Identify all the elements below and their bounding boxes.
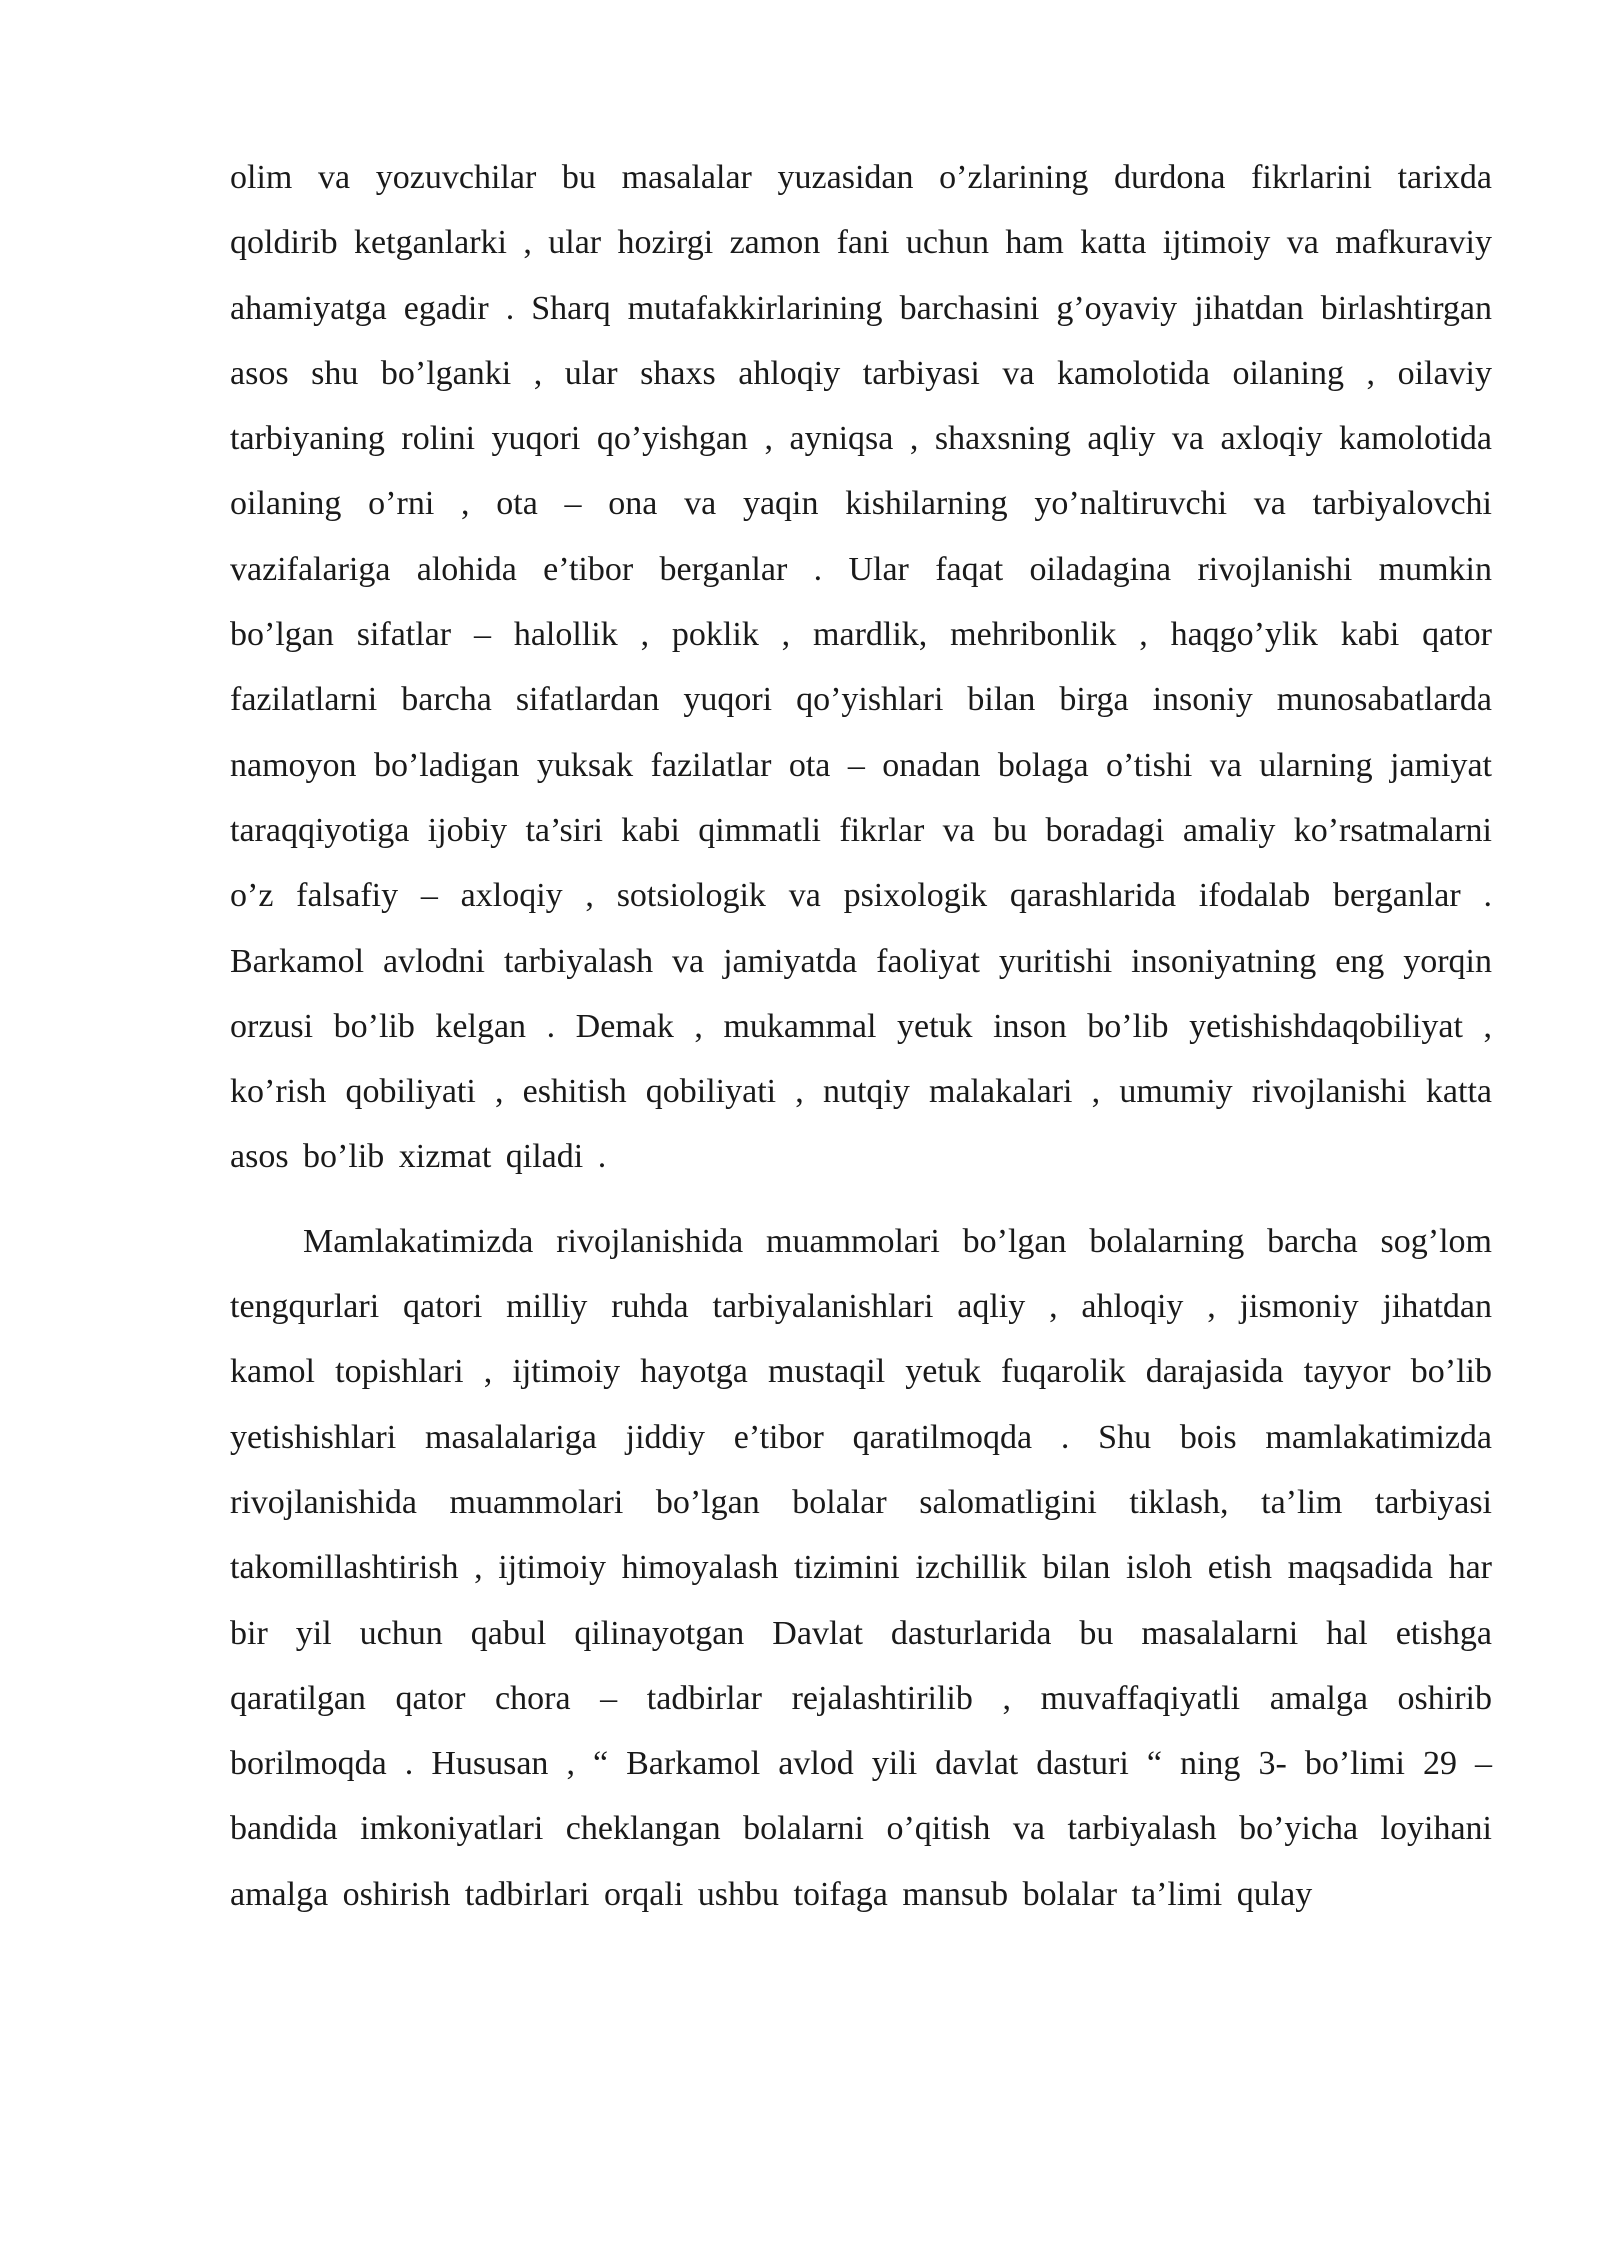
paragraph-2: Mamlakatimizda rivojlanishida muammolari bo’lgan bolalarning barcha sog’lom tengqurlari qatori milliy ruhda tarbiyalanishlari aqliy , ahloqiy , jismoniy jihatdan kamol topishlari , ijtimoiy hayotga mustaqil yetuk fuqarolik darajasida tayyor bo’lib yetishishlari masalalariga jiddiy e’tibor qaratilmoqda . Shu bois mamlakatimizda rivojlanishida muammolari bo’lgan bolalar salomatligini tiklash, ta’lim tarbiyasi takomillashtirish , ijtimoiy himoyalash tizimini izchillik bilan isloh etish maqsadida har bir yil uchun qabul qilinayotgan Davlat dasturlarida bu masalalarni hal etishga qaratilgan qator chora – tadbirlar rejalashtirilib , muvaffaqiyatli amalga oshirib borilmoqda . Hususan , “ Barkamol avlod yili davlat dasturi “ ning 3- bo’limi 29 – bandida imkoniyatlari cheklangan bolalarni o’qitish va tarbiyalash bo’yicha loyihani amalga oshirish tadbirlari orqali ushbu toifaga mansub bolalar ta’limi qulay (230, 1222, 1492, 1913)
paragraph-1: olim va yozuvchilar bu masalalar yuzasidan o’zlarining durdona fikrlarini tarixda qoldirib ketganlarki , ular hozirgi zamon fani uchun ham katta ijtimoiy va mafkuraviy ahamiyatga egadir . Sharq mutafakkirlarining barchasini g’oyaviy jihatdan birlashtirgan asos shu bo’lganki , ular shaxs ahloqiy tarbiyasi va kamolotida oilaning , oilaviy tarbiyaning rolini yuqori qo’yishgan , ayniqsa , shaxsning aqliy va axloqiy kamolotida oilaning o’rni , ota – ona va yaqin kishilarning yo’naltiruvchi va tarbiyalovchi vazifalariga alohida e’tibor berganlar . Ular faqat oiladagina rivojlanishi mumkin bo’lgan sifatlar – halollik , poklik , mardlik, mehribonlik , haqgo’ylik kabi qator fazilatlarni barcha sifatlardan yuqori qo’yishlari bilan birga insoniy munosabatlarda namoyon bo’ladigan yuksak fazilatlar ota – onadan bolaga o’tishi va ularning jamiyat taraqqiyotiga ijobiy ta’siri kabi qimmatli fikrlar va bu boradagi amaliy ko’rsatmalarni o’z falsafiy – axloqiy , sotsiologik va psixologik qarashlarida ifodalab berganlar . Barkamol avlodni tarbiyalash va jamiyatda faoliyat yuritishi insoniyatning eng yorqin orzusi bo’lib kelgan . Demak , mukammal yetuk inson bo’lib yetishishdaqobiliyat , ko’rish qobiliyati , eshitish qobiliyati , nutqiy malakalari , umumiy rivojlanishi katta asos bo’lib xizmat qiladi . (230, 159, 1492, 1176)
body-text (230, 145, 1492, 1927)
